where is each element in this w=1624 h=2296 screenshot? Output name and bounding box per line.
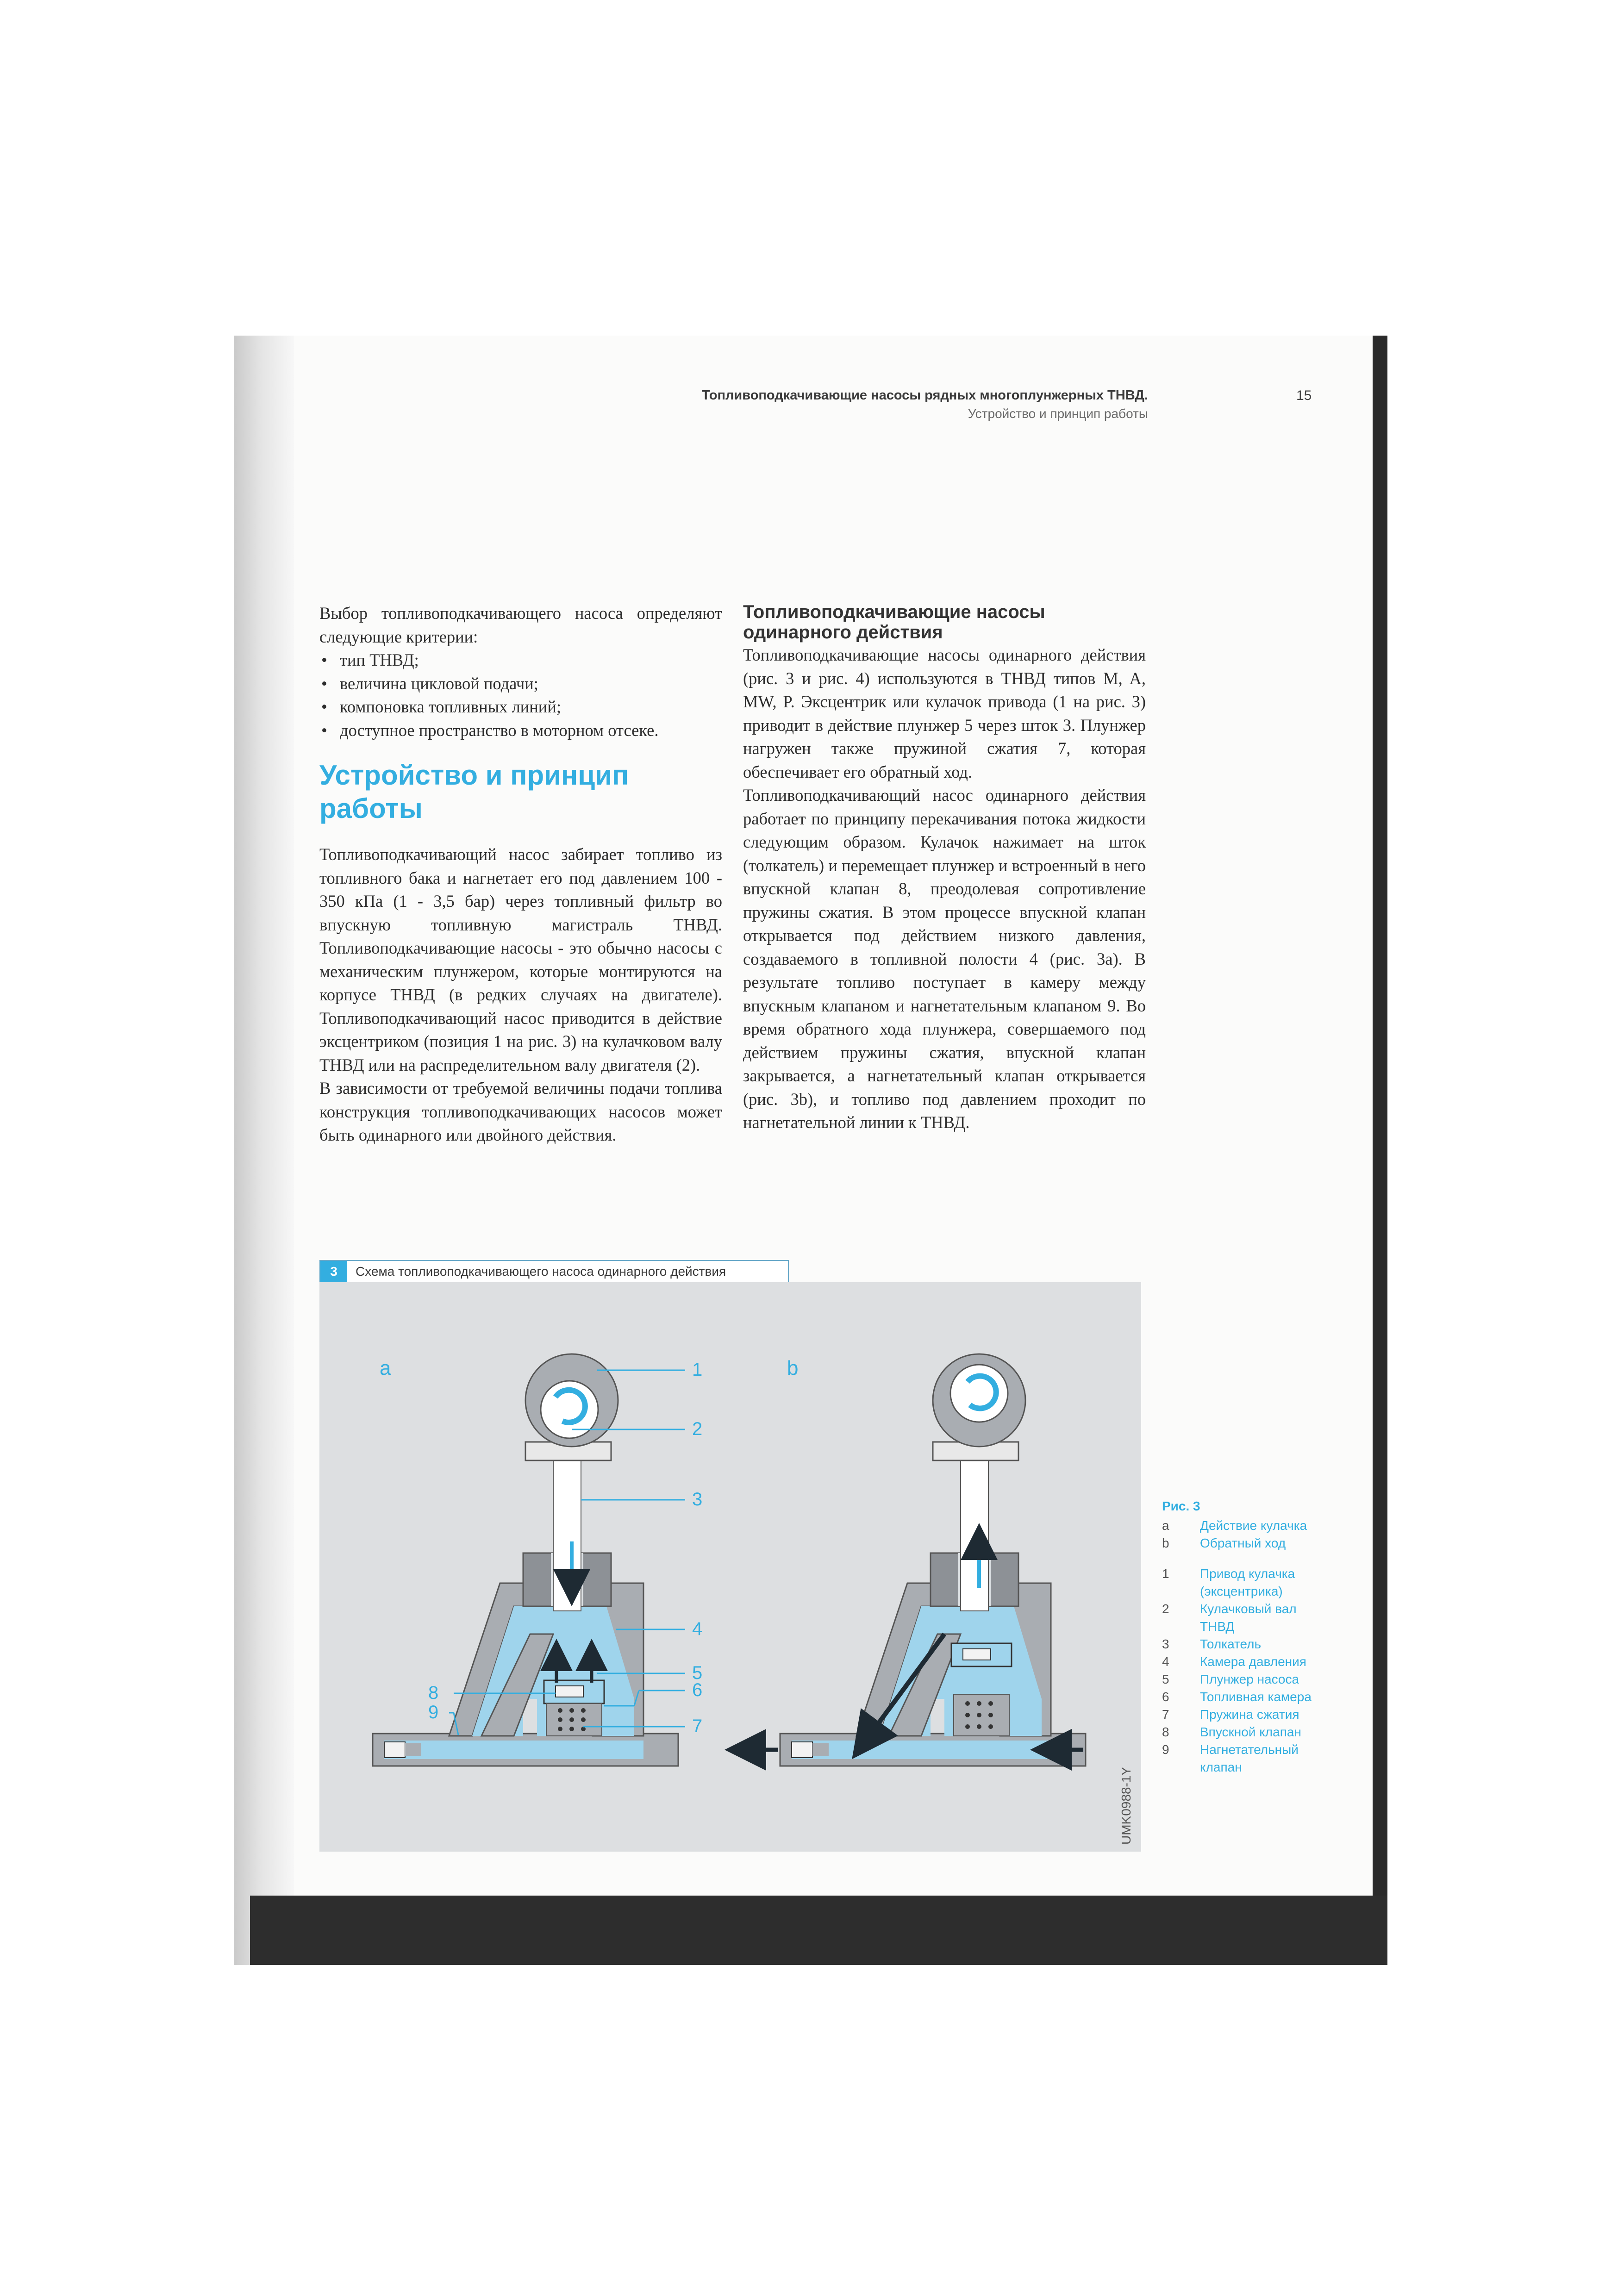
- panel-label-b: b: [787, 1357, 799, 1379]
- figure-caption-bar: [319, 1260, 789, 1283]
- legend-item-row: [1162, 1671, 1315, 1688]
- legend-text: Пружина сжатия: [1200, 1707, 1299, 1722]
- legend-item-row: [1162, 1706, 1315, 1723]
- subsection-heading: Топливоподкачивающие насосы одинарного действия: [743, 602, 1045, 643]
- callout-3: 3: [692, 1489, 703, 1510]
- criteria-intro: Выбор топливоподкачивающего насоса определяют следующие критерии:: [319, 604, 722, 646]
- legend-key: 4: [1162, 1654, 1169, 1669]
- binding-shadow: [234, 336, 294, 1965]
- legend-text: Нагнетательный клапан: [1200, 1742, 1299, 1774]
- legend-key: 2: [1162, 1602, 1169, 1616]
- body-paragraph: Топливоподкачивающий насос забирает топливо из топливного бака и нагнетает его под давлением 100 - 350 кПа (1 - 3,5 бар) через топливный фильтр во впускную топливную магистраль ТНВД. Топливоподкачивающие насосы - это обычно насосы с механическим плунжером, которые монтируются на корпусе ТНВД (в редких случаях на двигателе). Топливоподкачивающий насос приводится в действие эксцентриком (позиция 1 на рис. 3) на кулачковом валу ТНВД или на распределительном валу двигателя (2).: [319, 845, 722, 1074]
- legend-title: Рис. 3: [1162, 1499, 1200, 1513]
- legend-text: Кулачковый вал ТНВД: [1200, 1602, 1297, 1634]
- legend-text: Привод кулачка (эксцентрика): [1200, 1566, 1295, 1598]
- callout-4: 4: [692, 1619, 703, 1639]
- legend-key: b: [1162, 1536, 1169, 1550]
- legend-key: a: [1162, 1518, 1169, 1533]
- body-paragraph: Топливоподкачивающий насос одинарного действия работает по принципу перекачивания потока жидкости следующим образом. Кулачок нажимает на шток (толкатель) и перемещает плунжер и встроенный в него впускной клапан 8, преодолевая сопротивление пружины сжатия. В этом процессе впускной клапан открывается под действием низкого давления, создаваемого в топливной полости 4 (рис. 3а). В результате топливо поступает в камеру между впускным клапаном и нагнетательным клапаном 9. Во время обратного хода плунжера, совершаемого под действием пружины сжатия, впускной клапан закрывается, а нагнетательный клапан открывается (рис. 3b), и топливо под давлением проходит по нагнетательной линии к ТНВД.: [743, 786, 1146, 1132]
- legend-key: 1: [1162, 1566, 1169, 1581]
- legend-text: Плунжер насоса: [1200, 1672, 1299, 1686]
- legend-key: 7: [1162, 1707, 1169, 1722]
- pump-diagram-b: [745, 1354, 1086, 1766]
- right-column: [743, 602, 1146, 1135]
- legend-panel-row: [1162, 1517, 1315, 1535]
- callout-7: 7: [692, 1716, 703, 1736]
- criteria-item: • тип ТНВД;: [319, 649, 722, 672]
- section-heading: Устройство и принцип работы: [319, 760, 629, 824]
- callout-6: 6: [692, 1680, 703, 1700]
- callout-1: 1: [692, 1360, 703, 1380]
- figure-legend: [1162, 1497, 1315, 1776]
- legend-item-row: [1162, 1635, 1315, 1653]
- callout-9: 9: [428, 1702, 439, 1722]
- legend-item-row: [1162, 1741, 1315, 1776]
- criteria-item: • доступное пространство в моторном отсеке.: [319, 719, 722, 742]
- legend-text: Камера давления: [1200, 1654, 1306, 1669]
- legend-key: 5: [1162, 1672, 1169, 1686]
- callout-5: 5: [692, 1663, 703, 1683]
- body-paragraph: Топливоподкачивающие насосы одинарного действия (рис. 3 и рис. 4) используются в ТНВД типов M, A, MW, P. Эксцентрик или кулачок привода (1 на рис. 3) приводит в действие плунжер 5 через шток 3. Плунжер нагружен также пружиной сжатия 7, которая обеспечивает его обратный ход.: [743, 645, 1146, 781]
- page-edge-shadow: [1373, 336, 1387, 1965]
- legend-key: 6: [1162, 1690, 1169, 1704]
- legend-item-row: [1162, 1723, 1315, 1741]
- criteria-item: • компоновка топливных линий;: [319, 695, 722, 719]
- criteria-item: • величина цикловой подачи;: [319, 672, 722, 696]
- callout-2: 2: [692, 1419, 703, 1439]
- figure-number: 3: [320, 1261, 347, 1282]
- legend-key: 8: [1162, 1725, 1169, 1739]
- legend-text: Обратный ход: [1200, 1536, 1286, 1550]
- criteria-list: [319, 649, 722, 742]
- legend-text: Действие кулачка: [1200, 1518, 1307, 1533]
- legend-key: 3: [1162, 1637, 1169, 1651]
- legend-item-row: [1162, 1688, 1315, 1706]
- figure-title: Схема топливоподкачивающего насоса одинарного действия: [356, 1264, 726, 1279]
- figure-code: UMK0988-1Y: [1119, 1766, 1133, 1845]
- callout-8: 8: [428, 1683, 439, 1703]
- pump-diagram-a: [373, 1354, 678, 1766]
- body-paragraph: В зависимости от требуемой величины подачи топлива конструкция топливоподкачивающих насосов может быть одинарного или двойного действия.: [319, 1079, 722, 1144]
- scan-bottom-band: [250, 1896, 1387, 1965]
- legend-item-row: [1162, 1600, 1315, 1635]
- legend-key: 9: [1162, 1742, 1169, 1757]
- running-header-subtitle: Устройство и принцип работы: [968, 406, 1148, 421]
- page-number: 15: [1296, 388, 1312, 403]
- legend-text: Впускной клапан: [1200, 1725, 1301, 1739]
- legend-text: Толкатель: [1200, 1637, 1262, 1651]
- running-header-title: Топливоподкачивающие насосы рядных многоплунжерных ТНВД.: [701, 388, 1148, 403]
- legend-panel-row: [1162, 1535, 1315, 1552]
- legend-item-row: [1162, 1565, 1315, 1600]
- legend-item-row: [1162, 1653, 1315, 1671]
- left-column: [319, 602, 722, 1147]
- panel-label-a: a: [380, 1357, 391, 1379]
- legend-text: Топливная камера: [1200, 1690, 1312, 1704]
- figure-diagram: [319, 1282, 1141, 1852]
